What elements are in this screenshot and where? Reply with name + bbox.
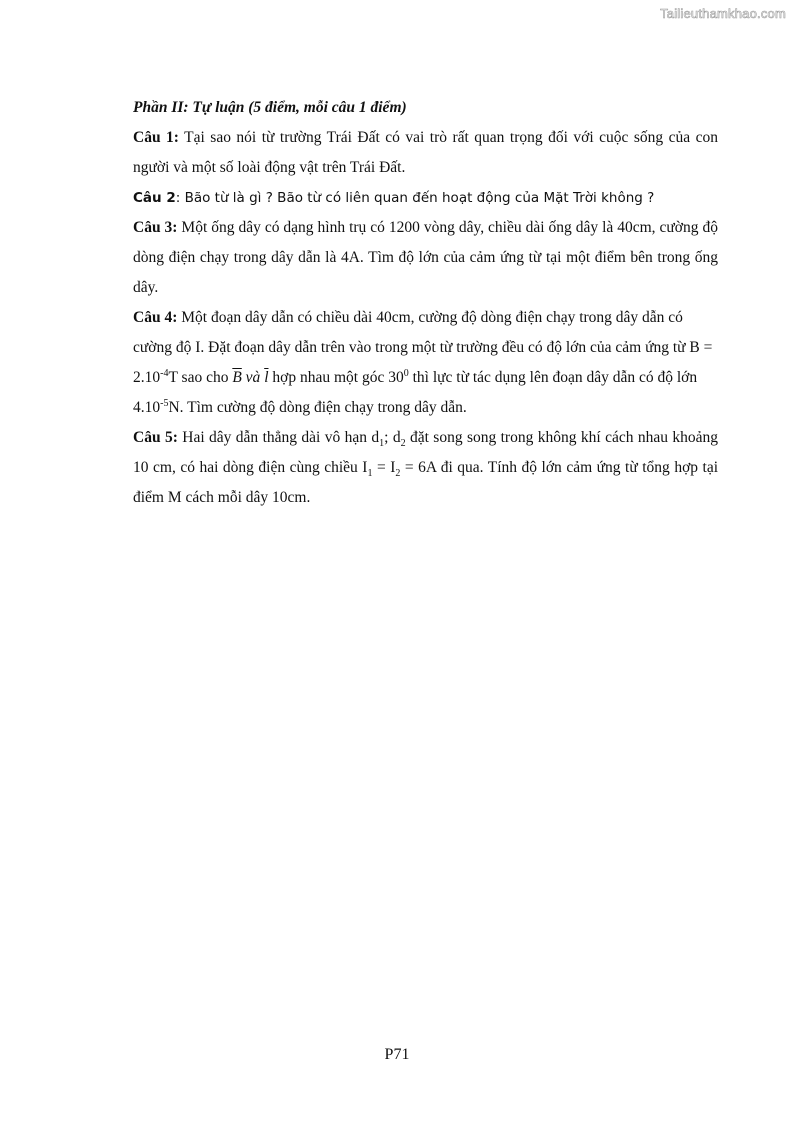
question-2-text: : Bão từ là gì ? Bão từ có liên quan đến hoạt động của Mặt Trời không ? [175, 190, 655, 206]
question-4-exponent-3: -5 [160, 397, 169, 409]
question-4-exponent-1: -4 [160, 367, 169, 379]
question-5-subscript-3: 1 [367, 468, 373, 480]
vector-l-symbol: $\overline{l}$ [264, 369, 269, 386]
question-1-text: Tại sao nói từ trường Trái Đất có vai trò rất quan trọng đối với cuộc sống của con người và một số loài động vật trên Trái Đất. [133, 129, 718, 176]
question-2 [133, 183, 718, 213]
question-5-subscript-2: 2 [400, 438, 406, 450]
question-4-text-4: thì lực từ tác dụng lên đoạn dây dẫn có độ lớn 4.10 [133, 369, 698, 416]
question-5 [133, 423, 718, 513]
section-heading: Phần II: Tự luận (5 điểm, mỗi câu 1 điểm) [133, 99, 407, 116]
question-3 [133, 213, 718, 303]
question-4-label: Câu 4: [133, 309, 178, 326]
page-number: P71 [384, 1046, 410, 1063]
question-5-label: Câu 5: [133, 429, 178, 446]
question-1-label: Câu 1: [133, 129, 179, 146]
question-5-text-1: Hai dây dẫn thẳng dài vô hạn d [177, 429, 380, 446]
question-3-label: Câu 3: [133, 219, 178, 236]
question-4 [133, 303, 718, 423]
question-4-text-1: Một đoạn dây dẫn có chiều dài 40cm, cường độ dòng điện chạy trong dây dẫn có cường độ I. Đặt đoạn dây dẫn trên vào trong một từ trường đều có độ lớn của cảm ứng từ B = 2.10 [133, 309, 713, 386]
question-5-text-2: ; d [384, 429, 401, 446]
question-4-text-2: T sao cho [168, 369, 233, 386]
document-body [133, 93, 718, 513]
question-4-conjunction: và [241, 369, 265, 386]
question-5-text-4: = I [372, 459, 396, 476]
question-1 [133, 123, 718, 183]
question-3-text: Một ống dây có dạng hình trụ có 1200 vòng dây, chiều dài ống dây là 40cm, cường độ dòng điện chạy trong dây dẫn là 4A. Tìm độ lớn của cảm ứng từ tại một điểm bên trong ống dây. [133, 219, 718, 296]
question-2-label: Câu 2 [133, 190, 176, 206]
question-5-subscript-4: 2 [395, 468, 401, 480]
watermark-text: Tailieuthamkhao.com [660, 6, 786, 21]
question-5-text-3: đặt song song trong không khí cách nhau khoảng 10 cm, có hai dòng điện cùng chiều I [133, 429, 718, 476]
question-4-text-3: hợp nhau một góc 30 [268, 369, 404, 386]
question-5-subscript-1: 1 [379, 438, 385, 450]
question-4-text-5: N. Tìm cường độ dòng điện chạy trong dây dẫn. [168, 399, 467, 416]
question-4-exponent-2: 0 [403, 367, 409, 379]
question-5-text-5: = 6A đi qua. Tính độ lớn cảm ứng từ tổng hợp tại điểm M cách mỗi dây 10cm. [133, 459, 719, 506]
vector-b-symbol: $\overline{B}$ [232, 369, 242, 386]
